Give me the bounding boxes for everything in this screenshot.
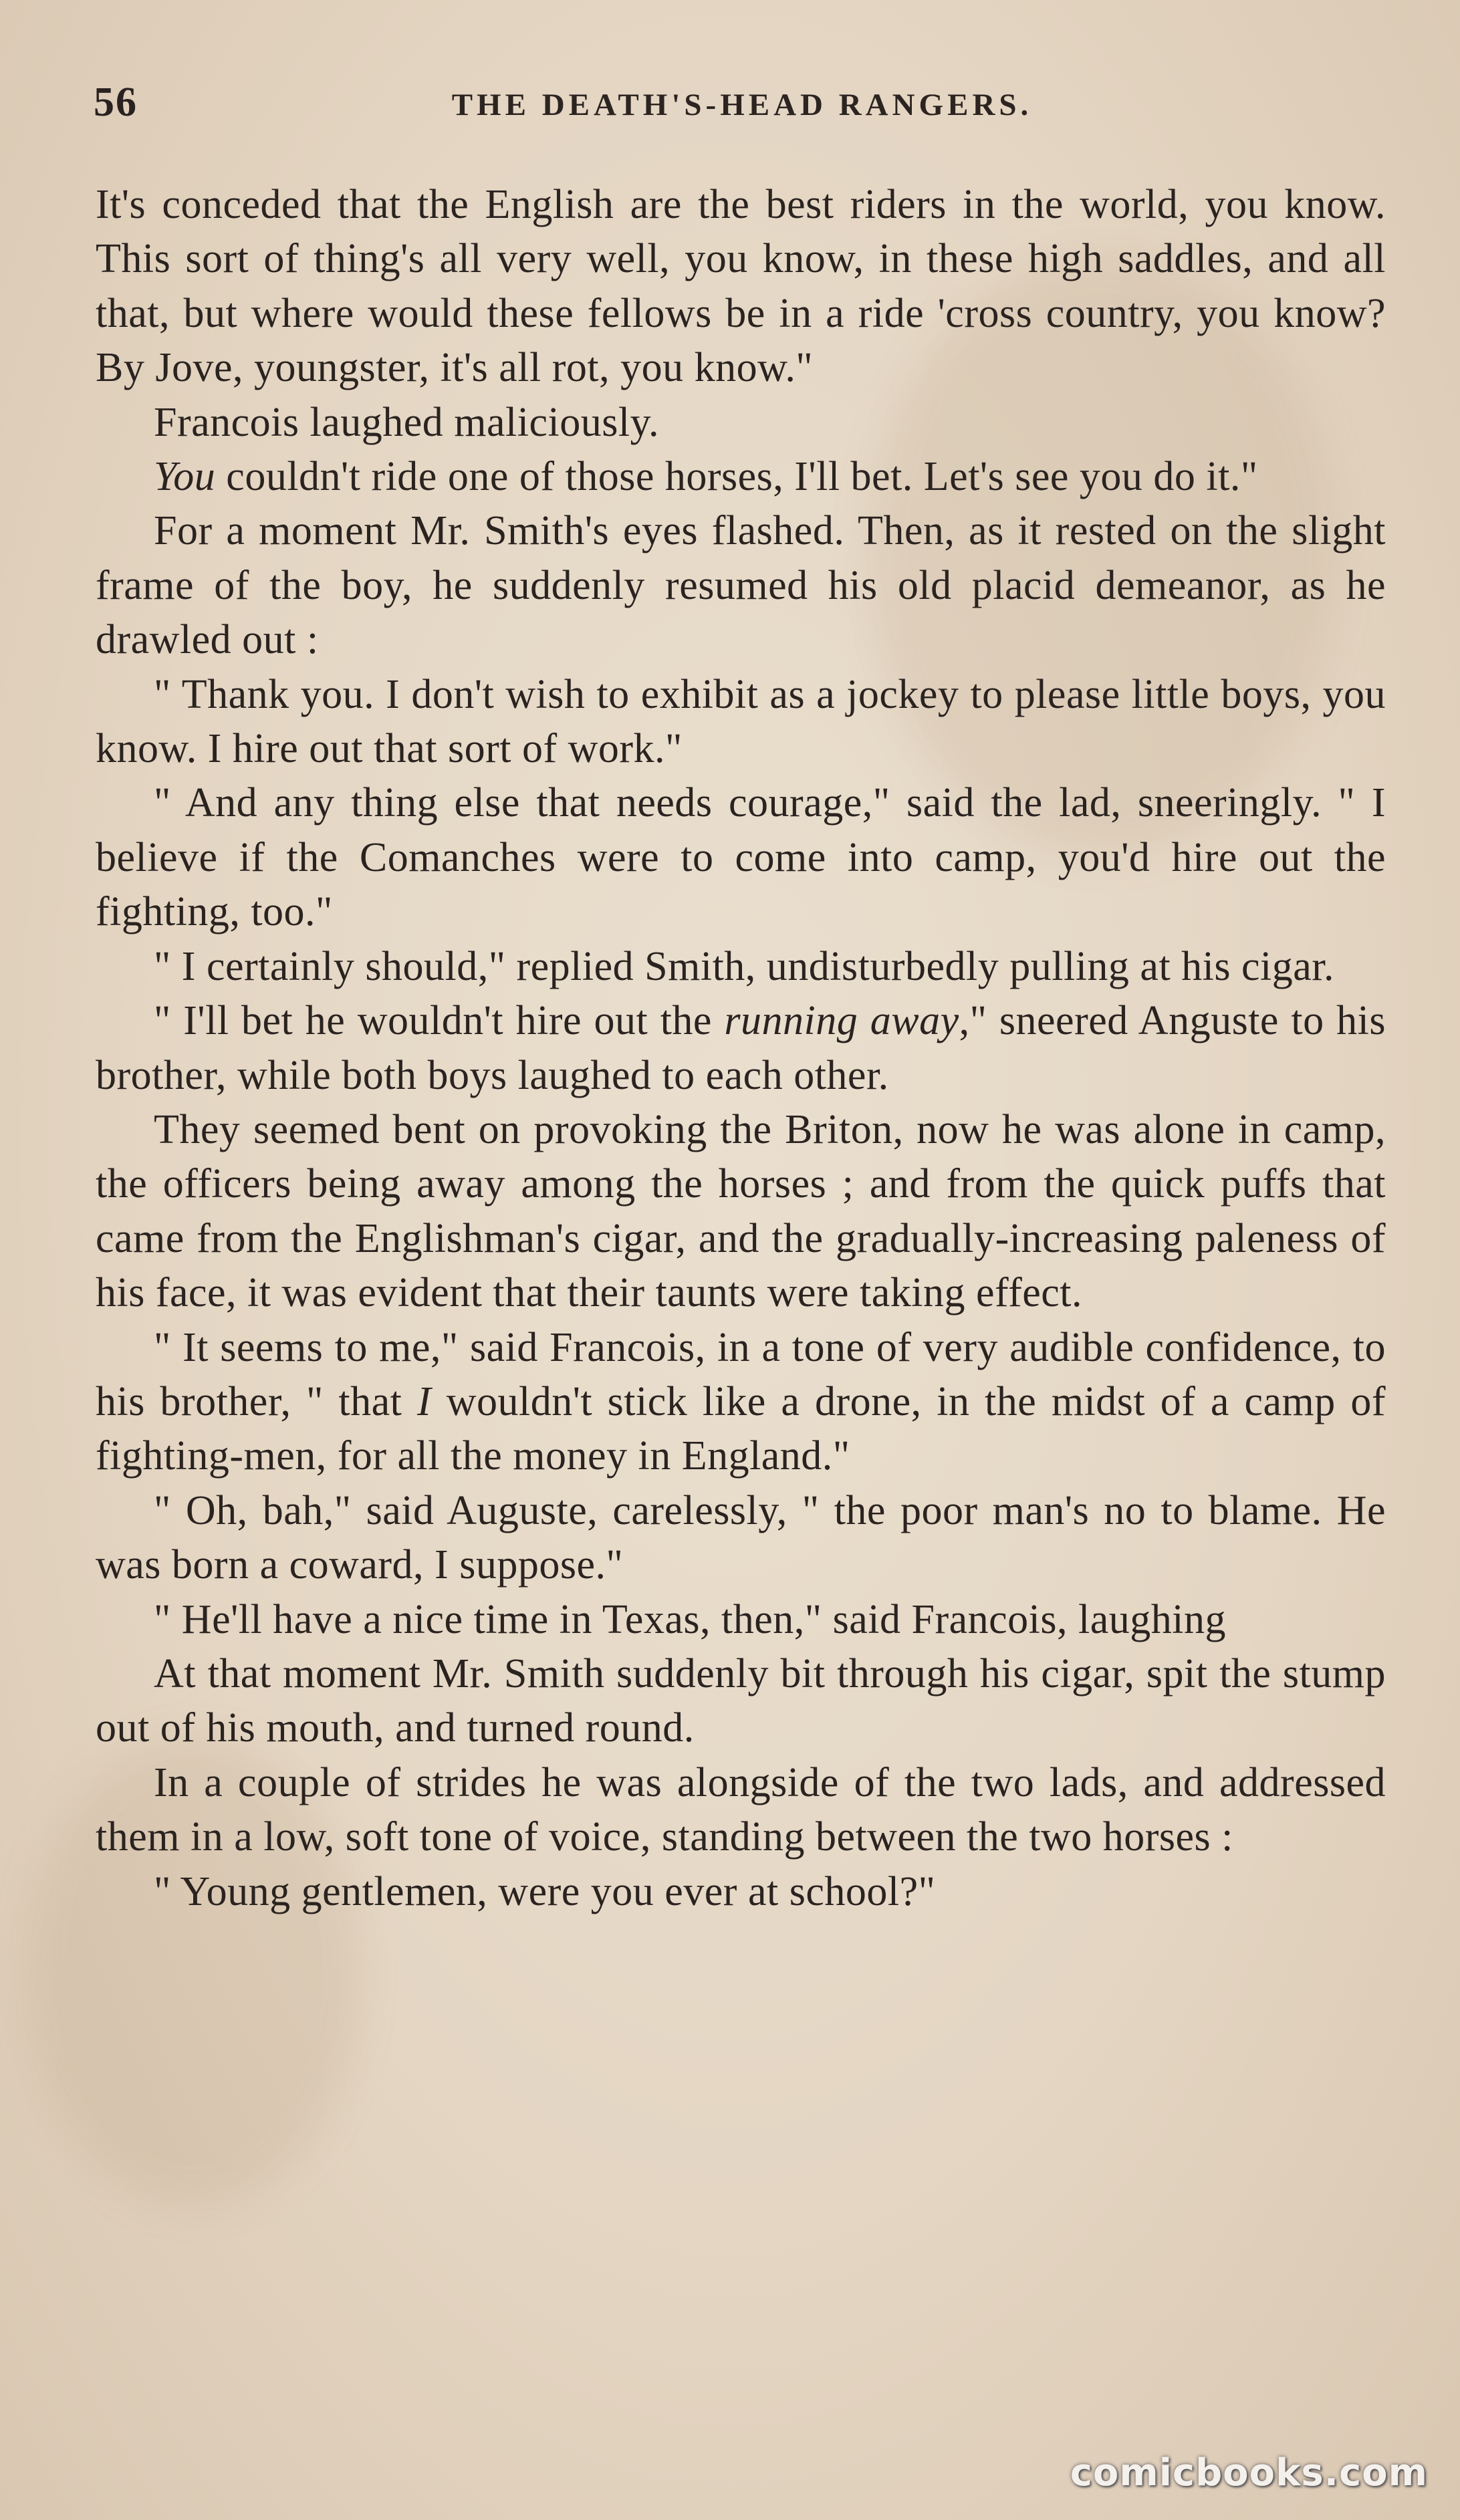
text-run: " He'll have a nice time in Texas, then," said Francois, laughing <box>154 1596 1226 1642</box>
paragraph <box>96 1647 1386 1756</box>
site-watermark: comicbooks.com <box>1070 2451 1428 2495</box>
text-run: " Oh, bah," said Auguste, carelessly, " the poor man's no to blame. He was born a coward, I suppose." <box>96 1487 1386 1588</box>
text-run: It's conceded that the English are the best riders in the world, you know. This sort of thing's all very well, you know, in these high saddles, and all that, but where would these fellows be in a ride 'cross country, you know? By Jove, youngster, it's all rot, you know." <box>96 182 1386 391</box>
text-run: " Young gentlemen, were you ever at school?" <box>154 1868 936 1914</box>
paragraph <box>96 994 1386 1103</box>
text-run: " And any thing else that needs courage," said the lad, sneeringly. " I believe if the Comanches were to come into camp, you'd hire out the fighting, too." <box>96 780 1386 935</box>
italic-text: I <box>416 1378 432 1424</box>
running-head: THE DEATH'S-HEAD RANGERS. <box>451 88 1033 122</box>
paragraph <box>96 504 1386 667</box>
paragraph <box>96 1593 1386 1647</box>
paragraph <box>96 1756 1386 1865</box>
text-run: " I'll bet he wouldn't hire out the <box>154 998 725 1044</box>
paragraph <box>96 396 1386 450</box>
body-text <box>96 178 1386 1919</box>
page-number: 56 <box>94 80 138 125</box>
paragraph <box>96 1865 1386 1919</box>
paragraph <box>96 776 1386 939</box>
text-run: In a couple of strides he was alongside of the two lads, and addressed them in a low, soft tone of voice, standing between the two horses : <box>96 1759 1386 1860</box>
paragraph <box>96 668 1386 777</box>
paragraph <box>96 1321 1386 1484</box>
paragraph <box>96 1103 1386 1321</box>
text-run: They seemed bent on provoking the Briton, now he was alone in camp, the officers being away among the horses ; and from the quick puffs that came from the Englishman's cigar, and the gradually-increasing paleness of his face, it was evident that their taunts were taking effect. <box>96 1106 1386 1316</box>
text-run: At that moment Mr. Smith suddenly bit through his cigar, spit the stump out of his mouth, and turned round. <box>96 1650 1386 1751</box>
text-run: For a moment Mr. Smith's eyes flashed. Then, as it rested on the slight frame of the boy, he suddenly resumed his old placid demeanor, as he drawled out : <box>96 508 1386 663</box>
text-run: " It seems to me," said Francois, in a tone of very audible confidence, to his brother, " that <box>96 1324 1386 1424</box>
paragraph <box>96 178 1386 396</box>
italic-text: running away <box>724 998 959 1044</box>
text-run: " Thank you. I don't wish to exhibit as a jockey to please little boys, you know. I hire out that sort of work." <box>96 671 1386 772</box>
text-run: ," sneered Anguste to his brother, while both boys laughed to each other. <box>96 998 1386 1098</box>
text-run: " I certainly should," replied Smith, undisturbedly pulling at his cigar. <box>154 943 1335 989</box>
text-run: Francois laughed maliciously. <box>154 399 660 445</box>
page-header <box>94 79 1390 132</box>
paragraph <box>96 450 1386 504</box>
text-run: wouldn't stick like a drone, in the midst of a camp of fighting-men, for all the money in England." <box>96 1378 1386 1479</box>
paragraph <box>96 940 1386 994</box>
text-run: couldn't ride one of those horses, I'll bet. Let's see you do it." <box>215 454 1258 500</box>
paragraph <box>96 1484 1386 1593</box>
italic-text: You <box>154 454 216 500</box>
